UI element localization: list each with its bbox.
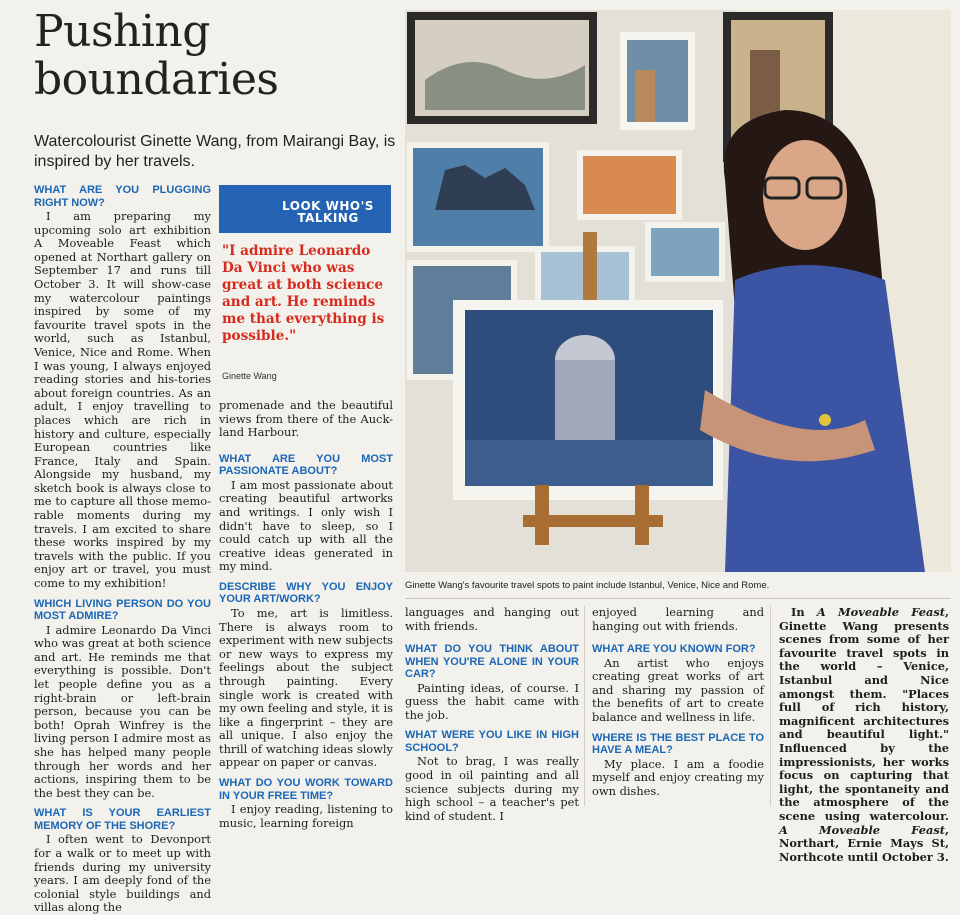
sidebar-label-line-1: LOOK WHO'S	[282, 199, 374, 213]
wall-painting-5	[577, 150, 682, 220]
column-divider-3	[584, 606, 585, 806]
answer-free-time-continued: languages and hanging out with friends.	[405, 605, 579, 633]
column-divider-4	[770, 606, 771, 806]
question-high-school: WHAT WERE YOU LIKE IN HIGH SCHOOL?	[405, 729, 579, 754]
headline-line-2: boundaries	[34, 54, 279, 105]
headline	[34, 8, 394, 104]
artist-photo	[405, 10, 951, 572]
question-art-work: DESCRIBE WHY YOU ENJOY YOUR ART/WORK?	[219, 580, 393, 606]
answer-free-time: I enjoy reading, listening to music, learning foreign	[219, 802, 393, 830]
answer-best-meal: My place. I am a foodie myself and enjoy creating my own dishes.	[592, 756, 764, 798]
column-3	[405, 606, 579, 823]
sidebar-label-line-2: TALKING	[297, 211, 359, 225]
blurb-middle: , Ginette Wang presents scenes from some of her favourite travel spots in the world – Venice, Istanbul and Nice amongst them. "Places full of rich history, magnificent architectures and beautiful light." Influenced by the impressionists, her works focus on capturing that light, the spontaneity and the atmosphere of the scene using watercolour.	[779, 605, 949, 823]
question-admire: WHICH LIVING PERSON DO YOU MOST ADMIRE?	[34, 597, 211, 623]
answer-art-work: To me, art is limitless. There is always room to experiment with new subjects or new ways to express my feelings about the subject through painting. Every single work is created with my own feeling and style, it is like a fingerprint – they are all unique. I also enjoy the thrill of watching ideas slowly appear on paper or canvas.	[219, 605, 393, 770]
question-passionate: WHAT ARE YOU MOST PASSIONATE ABOUT?	[219, 452, 393, 478]
answer-car: Painting ideas, of course. I guess the habit came with the job.	[405, 680, 579, 722]
pull-quote: "I admire Leonardo Da Vinci who was great at both science and art. He reminds me that everything is possible."	[222, 243, 385, 344]
wall-painting-6	[645, 222, 725, 282]
question-car: WHAT DO YOU THINK ABOUT WHEN YOU'RE ALONE IN YOUR CAR?	[405, 643, 579, 681]
question-plugging: WHAT ARE YOU PLUGGING RIGHT NOW?	[34, 184, 211, 209]
answer-high-school: Not to brag, I was really good in oil painting and all science subjects during my high school – a teacher's pet kind of student. I	[405, 754, 579, 823]
look-whos-talking-box	[219, 185, 391, 385]
exhibition-blurb	[779, 606, 949, 864]
blurb-start: In	[791, 605, 817, 619]
headline-line-1: Pushing	[34, 6, 210, 57]
answer-plugging: I am preparing my upcoming solo art exhibition A Moveable Feast which opened at Northart gallery on September 17 and runs till October 3. It will show-case my watercolour paintings inspired by some of my favourite travel spots in the world, such as Istanbul, Venice, Nice and Rome. When I was young, I always enjoyed reading stories and his-tories about foreign countries. As an adult, I enjoy travelling to places which are rich in history and culture, especially European countries like France, Italy and Spain. Alongside my husband, my sketch book is always close to me to capture all those memo-rable moments during my travels. I am excited to share these works inspired by my travels with the public. If you enjoy art or travel, you must come to my exhibition!	[34, 209, 211, 591]
answer-passionate: I am most passionate about creating beautiful artworks and writings. I only wish I didn't have to sleep, so I could catch up with all the creative ideas generated in my mind.	[219, 477, 393, 574]
answer-high-school-continued: enjoyed learning and hanging out with friends.	[592, 605, 764, 633]
column-4	[592, 606, 764, 798]
sidebar-label-tab	[219, 185, 391, 233]
wall-painting-1	[407, 12, 597, 124]
column-5	[779, 606, 949, 864]
question-shore: WHAT IS YOUR EARLIEST MEMORY OF THE SHORE?	[34, 807, 211, 832]
blurb-title-2: A Moveable Feast	[779, 822, 946, 837]
sidebar-label	[273, 200, 383, 224]
answer-shore: I often went to Devonport for a walk or to meet up with friends during my university years. I am deeply fond of the colonial style buildings and villas along the	[34, 832, 211, 915]
photo-illustration	[405, 10, 951, 572]
question-free-time: WHAT DO YOU WORK TOWARD IN YOUR FREE TIME?	[219, 777, 393, 802]
standfirst: Watercolourist Ginette Wang, from Mairangi Bay, is inspired by her travels.	[34, 133, 396, 170]
question-best-meal: WHERE IS THE BEST PLACE TO HAVE A MEAL?	[592, 731, 764, 757]
question-known-for: WHAT ARE YOU KNOWN FOR?	[592, 643, 756, 656]
pull-quote-attribution: Ginette Wang	[222, 371, 277, 381]
column-2	[219, 399, 393, 830]
wall-painting-2	[620, 32, 695, 130]
answer-admire: I admire Leonardo Da Vinci who was great at both science and art. He reminds me that everything is possible. Don't let people define you as a right-brain or left-brain person, because you can be both! Oprah Winfrey is the living person I admire most as she has helped many people through her words and her actions, inspiring them to be the best they can be.	[34, 622, 211, 800]
column-1	[34, 184, 211, 915]
answer-known-for: An artist who enjoys creating great works of art and sharing my passion of the benefits of art to create balance and wellness in life.	[592, 655, 764, 725]
caption-divider	[405, 598, 951, 599]
photo-caption: Ginette Wang's favourite travel spots to paint include Istanbul, Venice, Nice and Rome.	[405, 580, 770, 591]
wall-painting-4	[407, 142, 549, 252]
answer-shore-continued: promenade and the beautiful views from there of the Auck-land Harbour.	[219, 398, 393, 440]
blurb-end: , Northart, Ernie Mays St, Northcote until October 3.	[779, 822, 949, 864]
blurb-title-1: A Moveable Feast	[816, 605, 946, 619]
